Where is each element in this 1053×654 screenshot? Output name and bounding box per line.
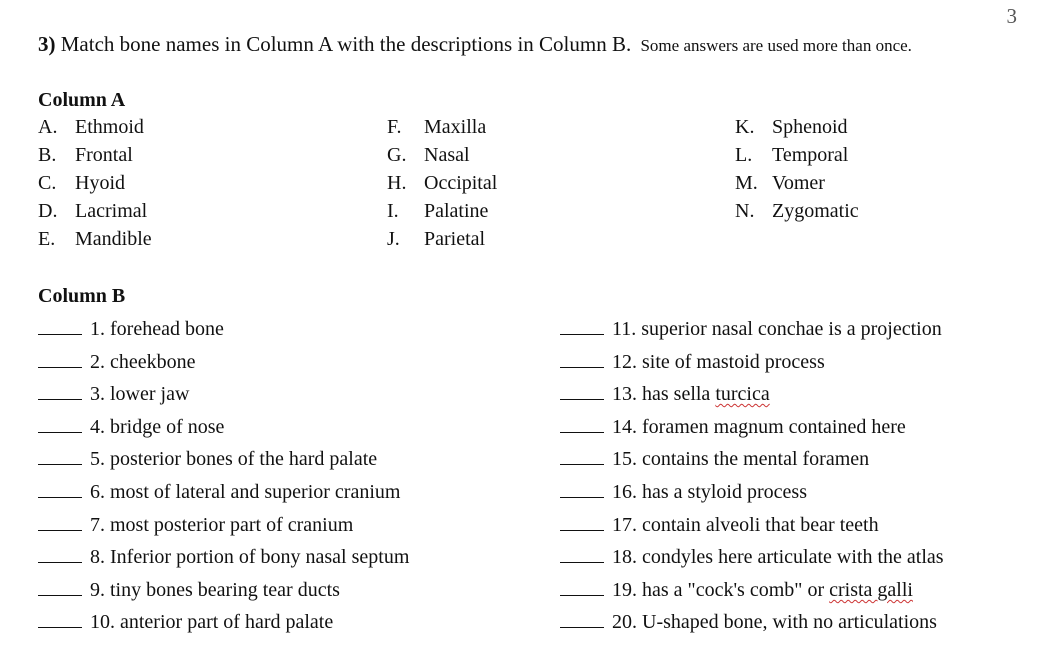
bone-option-name: Mandible — [75, 228, 152, 250]
description-item — [38, 381, 189, 406]
description-text: 18. condyles here articulate with the atlas — [612, 546, 944, 569]
bone-option-letter: L. — [735, 144, 753, 166]
bone-option-name: Ethmoid — [75, 116, 144, 138]
answer-blank[interactable] — [560, 446, 604, 465]
description-text: 16. has a styloid process — [612, 481, 807, 503]
answer-blank[interactable] — [560, 577, 604, 596]
bone-option-letter: N. — [735, 200, 755, 222]
bone-option — [735, 172, 825, 195]
answer-blank[interactable] — [38, 446, 82, 465]
answer-blank[interactable] — [38, 609, 82, 628]
bone-option-name: Lacrimal — [75, 200, 148, 222]
description-text: 9. tiny bones bearing tear ducts — [90, 578, 340, 601]
bone-option-letter: F. — [387, 116, 402, 138]
bone-option-letter: B. — [38, 144, 57, 166]
bone-option-name: Palatine — [424, 200, 489, 222]
bone-option-name: Zygomatic — [772, 200, 859, 222]
description-text: 10. anterior part of hard palate — [90, 611, 334, 634]
description-text: 1. forehead bone — [90, 318, 224, 340]
description-item — [560, 577, 913, 602]
answer-blank[interactable] — [560, 414, 604, 433]
description-text: 14. foramen magnum contained here — [612, 415, 906, 438]
bone-option-letter: C. — [38, 172, 57, 194]
description-text: 20. U-shaped bone, with no articulations — [612, 611, 937, 634]
bone-option-name: Sphenoid — [772, 116, 848, 138]
description-item — [560, 349, 825, 374]
description-text: 3. lower jaw — [90, 383, 190, 406]
bone-option-name: Parietal — [424, 228, 486, 250]
description-item — [560, 479, 807, 504]
bone-option-name: Occipital — [424, 172, 498, 194]
answer-blank[interactable] — [38, 512, 82, 531]
bone-option-letter: M. — [735, 172, 758, 194]
bone-option — [38, 144, 133, 167]
description-text: 17. contain alveoli that bear teeth — [612, 513, 879, 536]
description-text: 4. bridge of nose — [90, 415, 225, 438]
description-item — [560, 414, 906, 439]
description-item — [38, 446, 377, 471]
answer-blank[interactable] — [560, 381, 604, 400]
bone-option — [38, 172, 125, 195]
bone-option-letter: D. — [38, 200, 58, 222]
question-note: Some answers are used more than once. — [640, 36, 912, 55]
description-text: 12. site of mastoid process — [612, 350, 825, 373]
answer-blank[interactable] — [560, 609, 604, 628]
bone-option — [38, 116, 144, 139]
bone-option-letter: A. — [38, 116, 58, 138]
description-item — [560, 381, 770, 406]
description-item — [38, 544, 409, 569]
bone-option — [735, 116, 848, 139]
bone-option — [387, 116, 486, 139]
answer-blank[interactable] — [38, 349, 82, 368]
bone-option-name: Maxilla — [424, 116, 487, 138]
bone-option — [38, 228, 152, 251]
answer-blank[interactable] — [38, 414, 82, 433]
page-number: 3 — [1006, 4, 1017, 28]
bone-option-name: Vomer — [772, 172, 825, 194]
bone-option-letter: G. — [387, 144, 407, 166]
description-text: 6. most of lateral and superior cranium — [90, 481, 401, 503]
bone-option-letter: J. — [387, 228, 400, 250]
question-number: 3) — [38, 32, 56, 56]
bone-option-letter: K. — [735, 116, 755, 138]
bone-option-name: Frontal — [75, 144, 133, 166]
bone-option — [387, 200, 488, 223]
description-item — [38, 512, 353, 537]
answer-blank[interactable] — [560, 349, 604, 368]
description-item — [38, 609, 333, 634]
description-item — [38, 414, 224, 439]
bone-option — [387, 144, 470, 167]
answer-blank[interactable] — [38, 544, 82, 563]
description-item — [560, 544, 944, 569]
answer-blank[interactable] — [560, 512, 604, 531]
bone-option-letter: I. — [387, 200, 399, 222]
bone-option-letter: H. — [387, 172, 407, 194]
spellcheck-underlined-word: turcica — [715, 383, 770, 406]
description-text: 19. has a "cock's comb" or crista galli — [612, 578, 913, 601]
bone-option-name: Nasal — [424, 144, 470, 166]
bone-option — [387, 228, 485, 251]
answer-blank[interactable] — [560, 544, 604, 563]
description-item — [38, 479, 400, 504]
column-a-heading: Column A — [38, 89, 126, 111]
answer-blank[interactable] — [38, 381, 82, 400]
answer-blank[interactable] — [560, 316, 604, 335]
answer-blank[interactable] — [560, 479, 604, 498]
answer-blank[interactable] — [38, 479, 82, 498]
description-item — [38, 577, 340, 602]
bone-option — [735, 200, 859, 223]
bone-option-name: Temporal — [772, 144, 849, 166]
description-item — [38, 349, 196, 374]
description-text: 11. superior nasal conchae is a projection — [612, 318, 942, 340]
description-text: 7. most posterior part of cranium — [90, 513, 354, 536]
description-text: 5. posterior bones of the hard palate — [90, 448, 378, 471]
spellcheck-underlined-word: crista galli — [829, 578, 913, 601]
description-text: 15. contains the mental foramen — [612, 448, 870, 471]
answer-blank[interactable] — [38, 577, 82, 596]
description-item — [560, 609, 937, 634]
description-text: 8. Inferior portion of bony nasal septum — [90, 546, 410, 569]
bone-option-letter: E. — [38, 228, 56, 250]
column-b-heading: Column B — [38, 285, 126, 307]
bone-option-name: Hyoid — [75, 172, 125, 194]
bone-option — [735, 144, 848, 167]
question-prompt — [38, 32, 912, 57]
description-item — [560, 446, 869, 471]
description-item — [38, 316, 224, 341]
question-text: Match bone names in Column A with the descriptions in Column B. — [60, 32, 632, 56]
description-item — [560, 512, 879, 537]
description-item — [560, 316, 942, 341]
bone-option — [38, 200, 147, 223]
description-text: 13. has sella turcica — [612, 383, 770, 406]
description-text: 2. cheekbone — [90, 350, 196, 373]
answer-blank[interactable] — [38, 316, 82, 335]
bone-option — [387, 172, 497, 195]
